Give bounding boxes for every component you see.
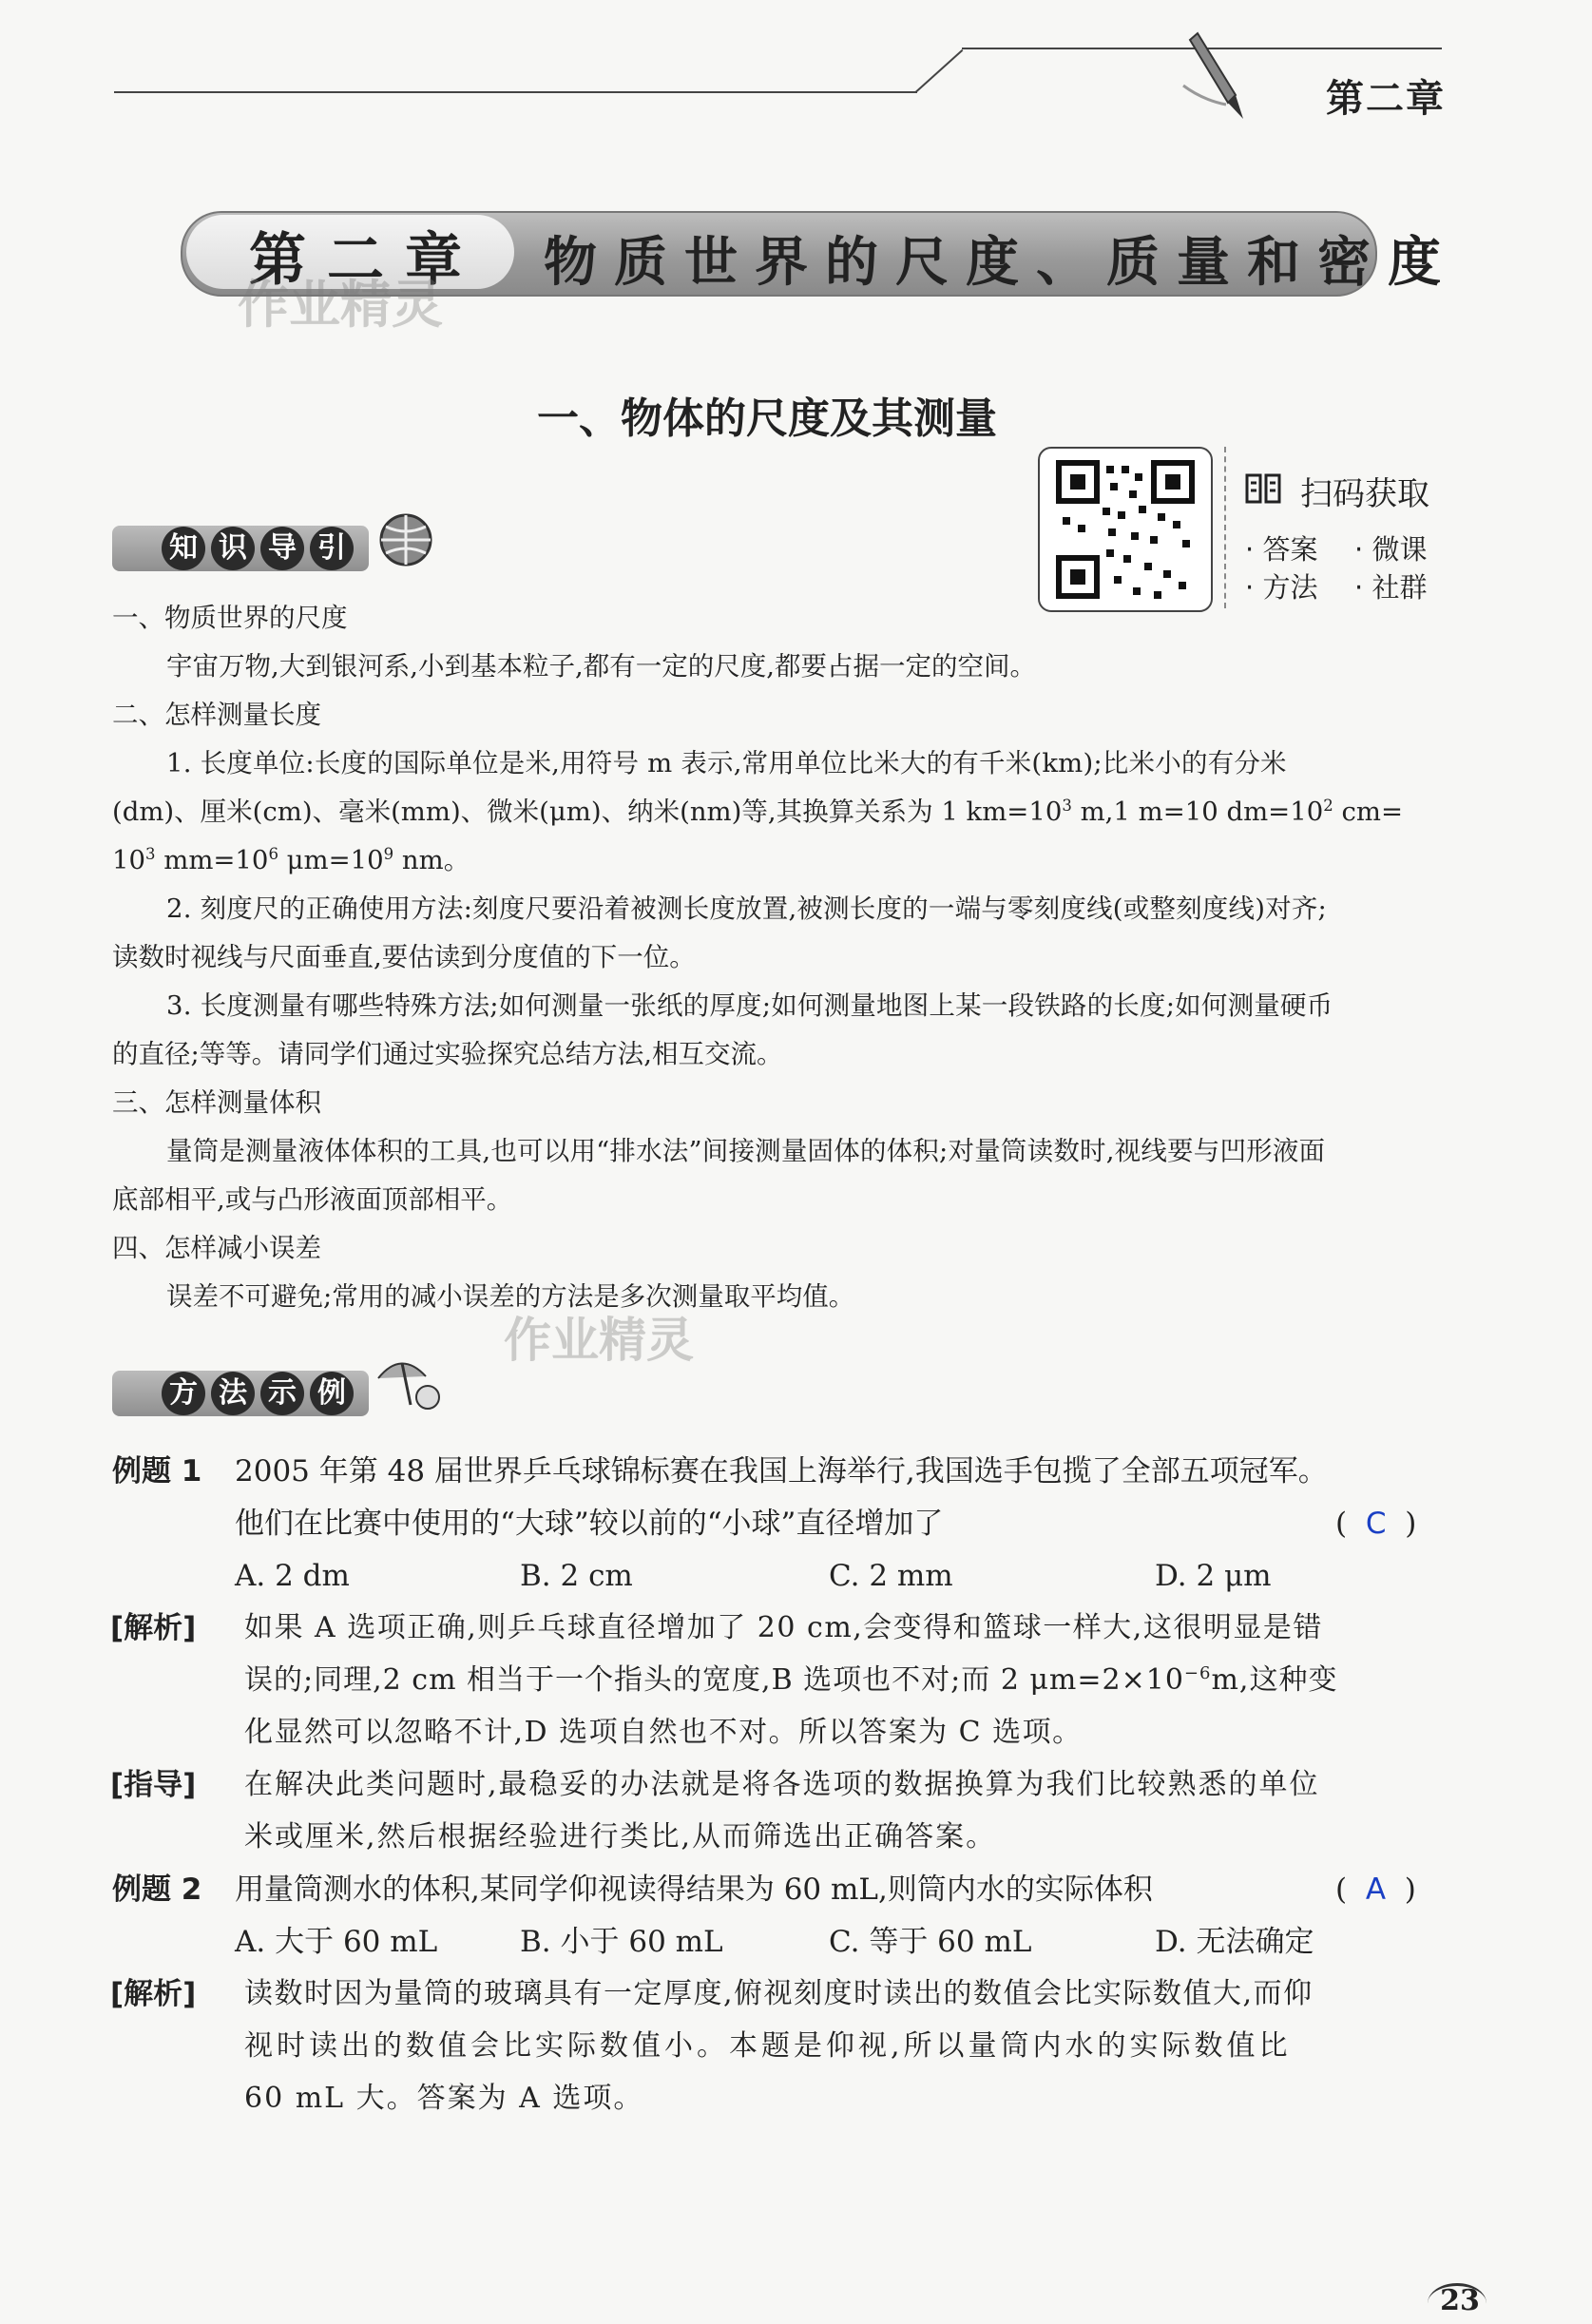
section-title: 一、物体的尺度及其测量 (537, 394, 997, 443)
badge-char: 导 (260, 527, 304, 570)
qr-item-microlesson: · 微课 (1354, 533, 1428, 566)
guide-text: 在解决此类问题时,最稳妥的办法就是将各选项的数据换算为我们比较熟悉的单位 (244, 1768, 1320, 1801)
paragraph: 读数时视线与尺面垂直,要估读到分度值的下一位。 (112, 942, 696, 972)
running-header-chapter: 第二章 (1326, 76, 1446, 121)
paragraph: 3. 长度测量有哪些特殊方法;如何测量一张纸的厚度;如何测量地图上某一段铁路的长度;如何测量硬币 (166, 990, 1333, 1021)
example-2-label: 例题 2 (112, 1873, 202, 1907)
paragraph: 误差不可避免;常用的减小误差的方法是多次测量取平均值。 (166, 1281, 855, 1312)
option-d: D. 无法确定 (1155, 1925, 1314, 1959)
page-number: 23 (1440, 2284, 1480, 2317)
analysis-text: 如果 A 选项正确,则乒乓球直径增加了 20 cm,会变得和篮球一样大,这很明显是错 (244, 1611, 1323, 1644)
badge-char: 法 (211, 1372, 255, 1415)
analysis-label: [解析] (110, 1611, 197, 1645)
badge-char: 识 (211, 527, 255, 570)
header-rule (114, 91, 917, 93)
watermark: 作业精灵 (504, 1313, 694, 1368)
paragraph: 量筒是测量液体体积的工具,也可以用“排水法”间接测量固体的体积;对量筒读数时,视线要与凹形液面 (166, 1136, 1326, 1166)
heading-1: 一、物质世界的尺度 (112, 603, 348, 633)
paragraph: $10^3$ $mm=10^6$ $\mu m=10^9$ nm。 (112, 844, 470, 875)
header-rule-diagonal (915, 49, 963, 93)
globe-icon (373, 506, 439, 572)
paragraph: 的直径;等等。请同学们通过实验探究总结方法,相互交流。 (112, 1039, 783, 1069)
badge-char: 知 (162, 527, 205, 570)
example-1-answer: ( C ) (1335, 1507, 1417, 1541)
pen-icon (1179, 29, 1255, 124)
qr-item-answer: · 答案 (1245, 533, 1318, 566)
example-1-question: 他们在比赛中使用的“大球”较以前的“小球”直径增加了 (235, 1507, 944, 1541)
book-icon (1243, 471, 1285, 506)
analysis-label: [解析] (110, 1977, 197, 2011)
paragraph: 2. 刻度尺的正确使用方法:刻度尺要沿着被测长度放置,被测长度的一端与零刻度线(或整刻度线)对齐; (166, 893, 1328, 924)
umbrella-icon (373, 1350, 449, 1416)
heading-4: 四、怎样减小误差 (112, 1233, 321, 1263)
qr-title: 扫码获取 (1300, 475, 1429, 513)
option-b: B. 2 cm (520, 1559, 633, 1593)
qr-item-method: · 方法 (1245, 571, 1318, 604)
analysis-text: 视时读出的数值会比实际数值小。本题是仰视,所以量筒内水的实际数值比 (244, 2029, 1292, 2063)
option-c: C. 2 mm (829, 1559, 953, 1593)
example-1-question: 2005 年第 48 届世界乒乓球锦标赛在我国上海举行,我国选手包揽了全部五项冠军。 (235, 1454, 1328, 1489)
option-c: C. 等于 60 mL (829, 1925, 1032, 1959)
paragraph: 宇宙万物,大到银河系,小到基本粒子,都有一定的尺度,都要占据一定的空间。 (166, 651, 1036, 682)
analysis-text: 化显然可以忽略不计,D 选项自然也不对。所以答案为 C 选项。 (244, 1716, 1083, 1749)
badge-char: 方 (162, 1372, 205, 1415)
paragraph: 底部相平,或与凸形液面顶部相平。 (112, 1184, 513, 1215)
watermark: 作业精灵 (238, 275, 443, 335)
option-a: A. 大于 60 mL (235, 1925, 438, 1959)
qr-divider (1224, 447, 1226, 608)
paragraph: 1. 长度单位:长度的国际单位是米,用符号 m 表示,常用单位比米大的有千米(km);比米小的有分米 (166, 748, 1287, 778)
qr-item-community: · 社群 (1354, 571, 1428, 604)
paragraph: (dm)、厘米(cm)、毫米(mm)、微米(μm)、纳米(nm)等,其换算关系为 1 $km=10^3$ m,1 m=10 $dm=10^2$ cm= (112, 796, 1403, 827)
example-2-question: 用量筒测水的体积,某同学仰视读得结果为 60 mL,则筒内水的实际体积 (235, 1873, 1153, 1907)
heading-2: 二、怎样测量长度 (112, 700, 321, 730)
guide-text: 米或厘米,然后根据经验进行类比,从而筛选出正确答案。 (244, 1820, 997, 1853)
chapter-label: 第二章 (249, 227, 483, 294)
option-b: B. 小于 60 mL (520, 1925, 723, 1959)
badge-char: 引 (310, 527, 354, 570)
guide-label: [指导] (110, 1768, 197, 1802)
analysis-text: 60 mL 大。答案为 A 选项。 (244, 2082, 644, 2115)
chapter-title: 物质世界的尺度、质量和密度 (544, 231, 1458, 294)
option-a: A. 2 dm (235, 1559, 350, 1593)
analysis-text: 读数时因为量筒的玻璃具有一定厚度,俯视刻度时读出的数值会比实际数值大,而仰 (244, 1977, 1314, 2010)
option-d: D. 2 μm (1155, 1559, 1272, 1593)
analysis-text: 误的;同理,2 cm 相当于一个指头的宽度,B 选项也不对;而 2 $\mu m=2\times 10^{-6}m$,这种变 (244, 1663, 1338, 1697)
heading-3: 三、怎样测量体积 (112, 1087, 321, 1118)
example-2-answer: ( A ) (1335, 1873, 1416, 1907)
badge-char: 例 (310, 1372, 354, 1415)
qr-code-icon (1040, 449, 1211, 610)
example-1-label: 例题 1 (112, 1454, 202, 1489)
badge-char: 示 (260, 1372, 304, 1415)
qr-code[interactable] (1038, 447, 1213, 612)
